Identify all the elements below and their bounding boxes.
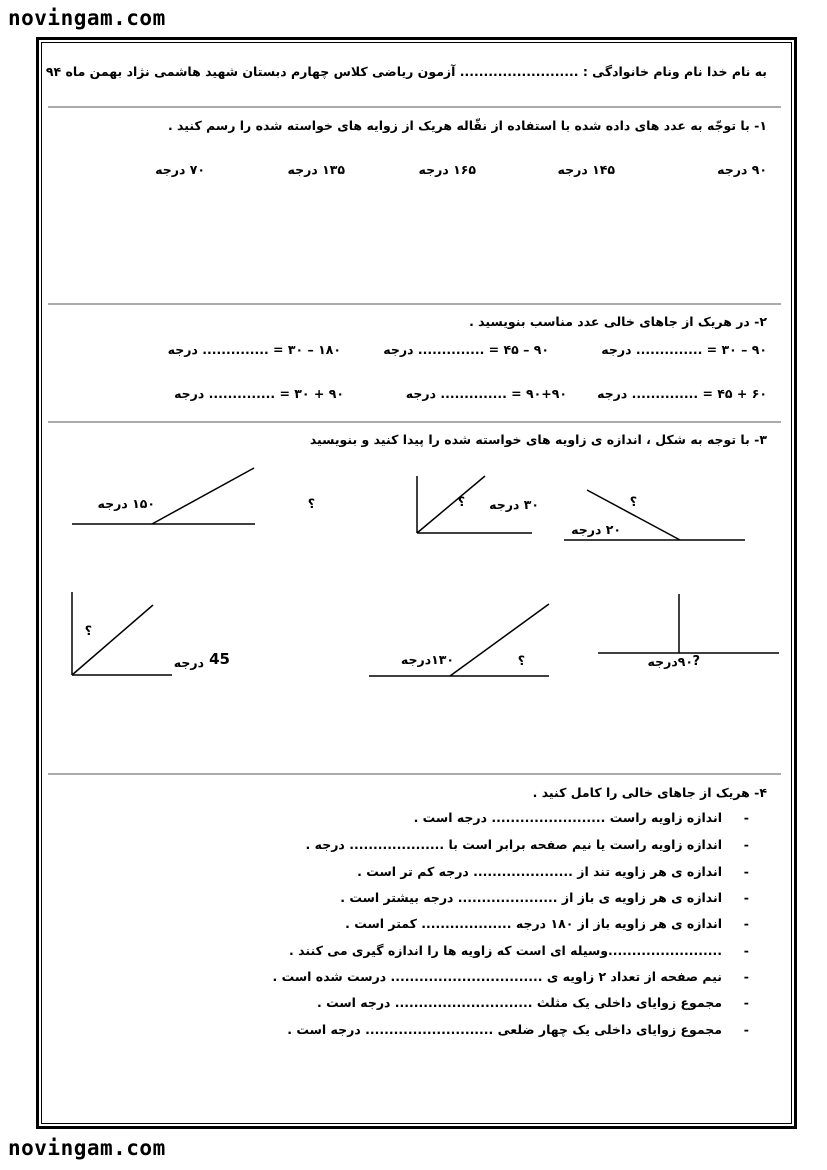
q4-bullet: - bbox=[743, 969, 749, 984]
q1-item: ۷۰ درجه bbox=[155, 162, 205, 177]
watermark-top: novingam.com bbox=[8, 6, 166, 30]
angle-a-arm bbox=[152, 468, 254, 524]
q1-item: ۱۳۵ درجه bbox=[287, 162, 345, 177]
q3-title: ۳- با توجه به شکل ، اندازه ی زاویه های خواسته شده را پیدا کنید و بنویسید bbox=[309, 432, 767, 447]
q1-item: ۱۴۵ درجه bbox=[557, 162, 615, 177]
angle-b-arm bbox=[417, 476, 485, 533]
exam-header: به نام خدا نام ونام خانوادگی : ......................... آزمون ریاضی کلاس چهارم دبستان شهید هاشمی نژاد بهمن ماه ۹۴ bbox=[45, 64, 767, 79]
q1-item: ۱۶۵ درجه bbox=[418, 162, 476, 177]
angle-a-question: ؟ bbox=[307, 496, 315, 511]
q4-bullet: - bbox=[743, 864, 749, 879]
q2-blank: ۹۰ – ۳۰ = .............. درجه bbox=[601, 342, 767, 357]
q4-item: اندازه ی هر زاویه ی باز از ..................... درجه بیشتر است . bbox=[340, 890, 722, 905]
angle-d-number: 45 bbox=[209, 650, 230, 668]
angle-f-question: ? bbox=[692, 654, 700, 669]
q4-item: اندازه ی هر زاویه باز از ۱۸۰ درجه ................... کمتر است . bbox=[345, 916, 722, 931]
q2-blank: ۹۰ – ۴۵ = .............. درجه bbox=[383, 342, 549, 357]
q4-item: اندازه زاویه راست یا نیم صفحه برابر است با .................... درجه . bbox=[305, 837, 722, 852]
q4-item: ........................وسیله ای است که زاویه ها را اندازه گیری می کنند . bbox=[289, 943, 722, 958]
angle-b-label: ۳۰ درجه bbox=[489, 497, 539, 512]
q4-bullet: - bbox=[743, 995, 749, 1010]
q2-blank: ۱۸۰ – ۳۰ = .............. درجه bbox=[167, 342, 341, 357]
q4-bullet: - bbox=[743, 837, 749, 852]
q4-item: مجموع زوایای داخلی یک چهار ضلعی ........................... درجه است . bbox=[287, 1022, 722, 1037]
q2-title: ۲- در هریک از جاهای خالی عدد مناسب بنویسید . bbox=[469, 314, 767, 329]
q1-item: ۹۰ درجه bbox=[717, 162, 767, 177]
angle-a-label: ۱۵۰ درجه bbox=[97, 496, 155, 511]
angle-d-label: درجه bbox=[173, 655, 204, 670]
q2-blank: ۹۰+۹۰ = .............. درجه bbox=[405, 386, 567, 401]
separator bbox=[48, 773, 781, 775]
angle-e-label: ۱۳۰درجه bbox=[400, 652, 454, 667]
q4-bullet: - bbox=[743, 810, 749, 825]
q4-bullet: - bbox=[743, 890, 749, 905]
q4-bullet: - bbox=[743, 1022, 749, 1037]
q2-blank: ۹۰ + ۳۰ = .............. درجه bbox=[174, 386, 344, 401]
q4-item: مجموع زوایای داخلی یک مثلث ............................. درجه است . bbox=[316, 995, 722, 1010]
q4-item: اندازه ی هر زاویه تند از ..................... درجه کم تر است . bbox=[357, 864, 722, 879]
q4-bullet: - bbox=[743, 916, 749, 931]
angle-c-question: ؟ bbox=[629, 494, 637, 509]
q4-item: نیم صفحه از تعداد ۲ زاویه ی ................................ درست شده است . bbox=[272, 969, 722, 984]
angle-e-question: ؟ bbox=[517, 653, 525, 668]
watermark-bottom: novingam.com bbox=[8, 1136, 166, 1160]
q4-bullet: - bbox=[743, 943, 749, 958]
angle-b-question: ؟ bbox=[457, 494, 465, 509]
angle-e-arm bbox=[450, 604, 549, 676]
q4-title: ۴- هریک از جاهای خالی را کامل کنید . bbox=[532, 785, 767, 800]
q4-item: اندازه زاویه راست ........................ درجه است . bbox=[413, 810, 722, 825]
angle-d-arm bbox=[72, 605, 153, 675]
angle-d-question: ؟ bbox=[84, 623, 92, 638]
angle-c-label: ۲۰ درجه bbox=[571, 522, 621, 537]
q1-title: ۱- با توجّه به عدد های داده شده با استفاده از نقّاله هریک از زوایه های خواسته شده را رسم کنید . bbox=[167, 118, 767, 133]
angle-f-label: ۹۰درجه bbox=[647, 654, 693, 669]
q2-blank: ۶۰ + ۴۵ = .............. درجه bbox=[597, 386, 767, 401]
